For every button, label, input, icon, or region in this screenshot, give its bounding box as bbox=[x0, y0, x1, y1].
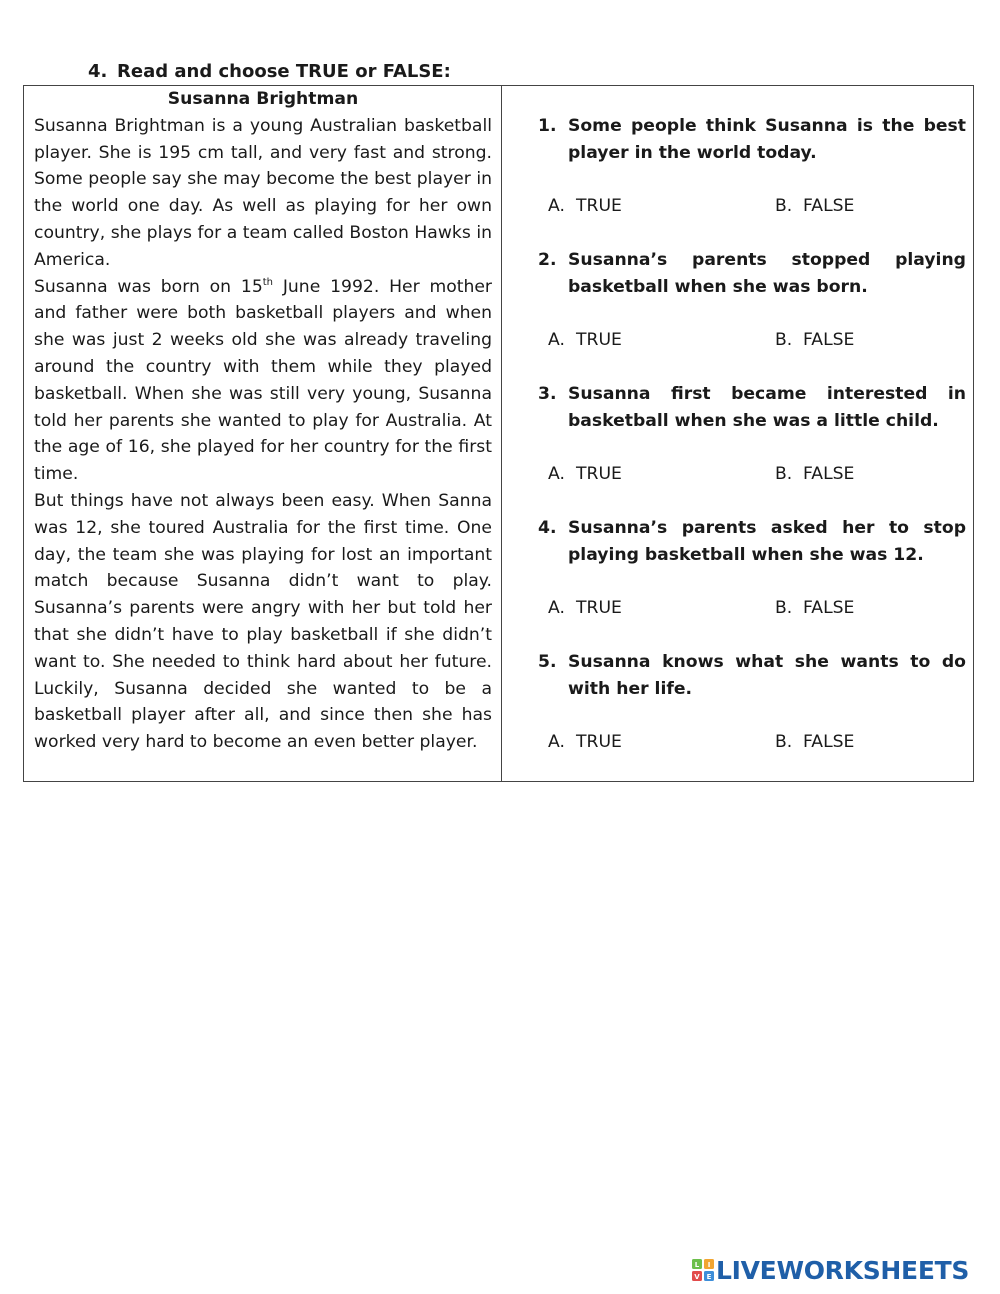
answer-options bbox=[538, 193, 966, 220]
option-label: TRUE bbox=[576, 196, 622, 217]
option-letter: A. bbox=[548, 196, 565, 217]
ordinal-suffix: th bbox=[262, 276, 274, 288]
story-paragraph-3: But things have not always been easy. When Sanna was 12, she toured Australia for the first time. One day, the team she was playing for lost an important match because Susanna didn’t want to play. Susanna’s parents were angry with her but told her that she didn’t have to play basketball if she didn’t want to. She needed to think hard about her future. Luckily, Susanna decided she wanted to be a basketball player after all, and since then she has worked very hard to become an even better player. bbox=[34, 490, 492, 753]
option-label: TRUE bbox=[576, 598, 622, 619]
exercise-instruction: Read and choose TRUE or FALSE: bbox=[117, 61, 451, 82]
option-false[interactable] bbox=[775, 461, 854, 488]
exercise-table bbox=[23, 85, 974, 782]
option-true[interactable] bbox=[548, 595, 622, 622]
option-label: FALSE bbox=[803, 732, 855, 753]
option-label: FALSE bbox=[803, 464, 855, 485]
option-letter: B. bbox=[775, 196, 793, 217]
option-label: FALSE bbox=[803, 196, 855, 217]
block-letter-l: L bbox=[694, 1261, 700, 1269]
option-letter: A. bbox=[548, 464, 565, 485]
option-letter: B. bbox=[775, 464, 793, 485]
block-letter-i: I bbox=[707, 1261, 711, 1269]
question-number: 5. bbox=[538, 651, 557, 672]
answer-options bbox=[538, 327, 966, 354]
option-false[interactable] bbox=[775, 327, 854, 354]
question-3 bbox=[538, 381, 966, 435]
paragraph-2-start: Susanna was born on 15 bbox=[34, 276, 263, 297]
answer-options bbox=[538, 595, 966, 622]
option-label: FALSE bbox=[803, 598, 855, 619]
question-list bbox=[538, 113, 966, 783]
story-paragraph-2 bbox=[34, 274, 492, 488]
story-title: Susanna Brightman bbox=[167, 89, 359, 109]
question-text: Susanna first became interested in basketball when she was a little child. bbox=[568, 383, 966, 431]
question-text: Susanna knows what she wants to do with her life. bbox=[568, 651, 966, 699]
answer-options bbox=[538, 461, 966, 488]
question-number: 3. bbox=[538, 383, 557, 404]
option-true[interactable] bbox=[548, 193, 622, 220]
option-label: TRUE bbox=[576, 464, 622, 485]
question-4 bbox=[538, 515, 966, 569]
option-false[interactable] bbox=[775, 193, 854, 220]
option-letter: B. bbox=[775, 330, 793, 351]
question-1 bbox=[538, 113, 966, 167]
option-true[interactable] bbox=[548, 461, 622, 488]
option-letter: A. bbox=[548, 732, 565, 753]
question-text: Susanna’s parents stopped playing basketball when she was born. bbox=[568, 249, 966, 297]
blocks-icon bbox=[692, 1259, 714, 1281]
question-number: 1. bbox=[538, 116, 557, 136]
block-letter-v: V bbox=[694, 1273, 700, 1281]
liveworksheets-logo bbox=[692, 1255, 969, 1285]
option-label: FALSE bbox=[803, 330, 855, 351]
paragraph-2-rest: June 1992. Her mother and father were both basketball players and when she was just 2 weeks old she was already traveling around the country with them while they played basketball. When she was still very young, Susanna told her parents she wanted to play for Australia. At the age of 16, she played for her country for the first time. bbox=[34, 276, 492, 485]
option-letter: B. bbox=[775, 732, 793, 753]
option-letter: B. bbox=[775, 598, 793, 619]
option-false[interactable] bbox=[775, 595, 854, 622]
question-text: Some people think Susanna is the best player in the world today. bbox=[568, 116, 966, 163]
option-letter: A. bbox=[548, 330, 565, 351]
exercise-number: 4. bbox=[88, 61, 108, 82]
option-letter: A. bbox=[548, 598, 565, 619]
question-text: Susanna’s parents asked her to stop playing basketball when she was 12. bbox=[568, 517, 966, 565]
option-label: TRUE bbox=[576, 330, 622, 351]
option-true[interactable] bbox=[548, 729, 622, 756]
option-true[interactable] bbox=[548, 327, 622, 354]
question-5 bbox=[538, 649, 966, 703]
answer-options bbox=[538, 729, 966, 756]
option-label: TRUE bbox=[576, 732, 622, 753]
exercise-heading bbox=[88, 61, 451, 82]
column-divider bbox=[501, 86, 502, 781]
reading-passage bbox=[34, 86, 492, 756]
block-letter-e: E bbox=[706, 1273, 712, 1281]
question-number: 2. bbox=[538, 249, 557, 270]
question-2 bbox=[538, 247, 966, 301]
story-paragraph-1: Susanna Brightman is a young Australian basketball player. She is 195 cm tall, and very fast and strong. Some people say she may become the best player in the world one day. As well as playing for her own country, she plays for a team called Boston Hawks in America. bbox=[34, 115, 492, 270]
question-number: 4. bbox=[538, 517, 557, 538]
option-false[interactable] bbox=[775, 729, 854, 756]
logo-text: LIVEWORKSHEETS bbox=[716, 1255, 970, 1285]
